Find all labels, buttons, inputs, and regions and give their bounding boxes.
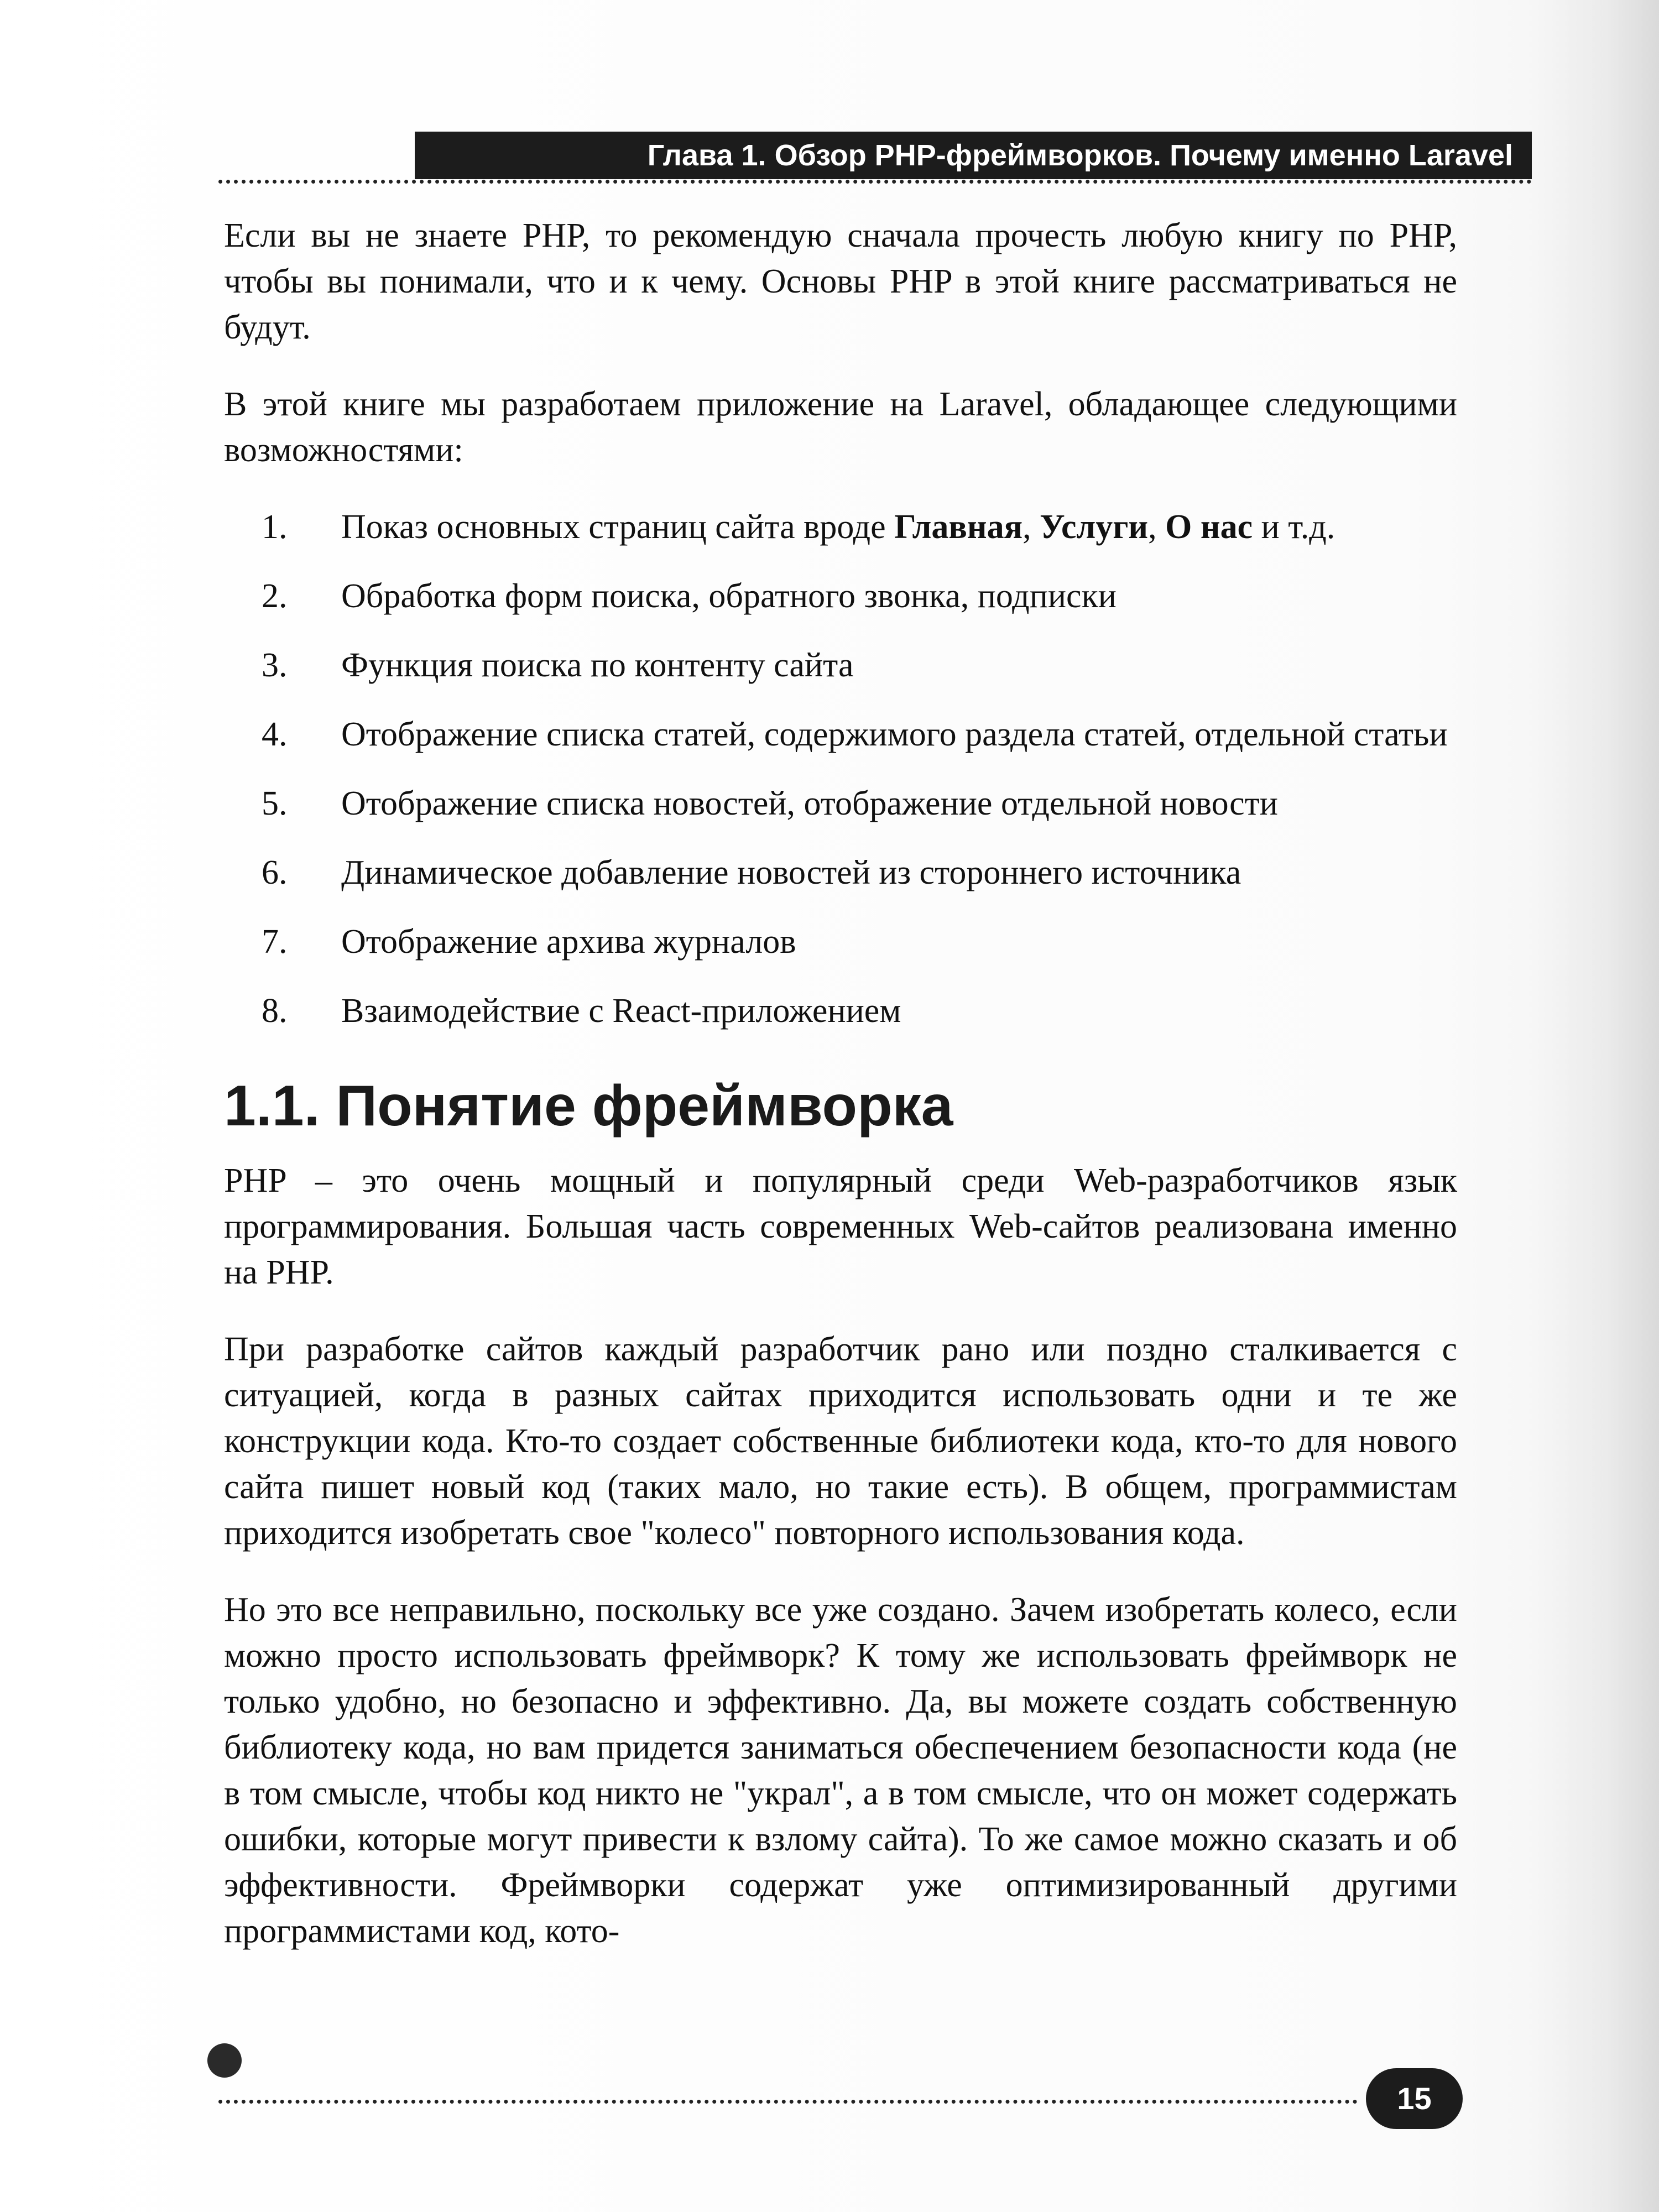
header-dotted-rule [218, 180, 1532, 184]
bold-text: О нас [1165, 508, 1253, 546]
list-item-text: Отображение списка статей, содержимого раздела статей, отдельной статьи [341, 716, 1448, 753]
list-item-number: 5. [262, 785, 288, 822]
footer-dotted-rule [218, 2100, 1358, 2104]
list-item-number: 7. [262, 923, 288, 961]
intro-paragraph-1: Если вы не знаете PHP, то рекомендую сначала прочесть любую книгу по PHP, чтобы вы понимали, что и к чему. Основы PHP в этой книге рассматриваться не будут. [224, 217, 1457, 346]
list-item-text: Отображение архива журналов [341, 923, 796, 961]
features-list [224, 504, 1457, 1034]
list-item [224, 850, 1457, 896]
list-item [224, 504, 1457, 550]
list-item [224, 643, 1457, 688]
page-edge-shadow [1532, 0, 1659, 2212]
list-item-number: 8. [262, 992, 288, 1030]
list-item-number: 4. [262, 716, 288, 753]
list-item-number: 6. [262, 854, 288, 891]
intro-paragraph-2: В этой книге мы разработаем приложение на Laravel, обладающее следующими возможностями: [224, 385, 1457, 469]
chapter-header: Глава 1. Обзор PHP-фреймворков. Почему именно Laravel [415, 132, 1532, 179]
list-item-number: 3. [262, 646, 288, 684]
section-paragraph-2: При разработке сайтов каждый разработчик рано или поздно сталкивается с ситуацией, когда в разных сайтах приходится использовать одни и те же конструкции кода. Кто-то создает собственные библиотеки кода, кто-то для нового сайта пишет новый код (таких мало, но такие есть). В общем, программистам приходится изобретать свое "колесо" повторного использования кода. [224, 1331, 1457, 1552]
list-item-number: 1. [262, 508, 288, 546]
separator-text: , [1148, 508, 1166, 546]
page-number-badge: 15 [1366, 2068, 1463, 2129]
list-item-text: Динамическое добавление новостей из стороннего источника [341, 854, 1241, 891]
list-item [224, 781, 1457, 827]
list-item [224, 988, 1457, 1034]
list-item [224, 712, 1457, 758]
separator-text: , [1022, 508, 1040, 546]
section-paragraph-1: PHP – это очень мощный и популярный среди Web-разработчиков язык программирования. Большая часть современных Web-сайтов реализована именно на PHP. [224, 1162, 1457, 1291]
page-content [224, 213, 1457, 1985]
list-item-text: Отображение списка новостей, отображение отдельной новости [341, 785, 1278, 822]
section-paragraph-3: Но это все неправильно, поскольку все уже создано. Зачем изобретать колесо, если можно просто использовать фреймворк? К тому же использовать фреймворк не только удобно, но безопасно и эффективно. Да, вы можете создать собственную библиотеку кода, но вам придется заниматься обеспечением безопасности кода (не в том смысле, чтобы код никто не "украл", а в том смысле, что он может содержать ошибки, которые могут привести к взлому сайта). То же самое можно сказать и об эффективности. Фреймворки содержат уже оптимизированный другими программистами код, кото- [224, 1591, 1457, 1950]
list-item-text: Взаимодействие с React-приложением [341, 992, 901, 1030]
list-item-text: Показ основных страниц сайта вроде [341, 508, 895, 546]
section-heading: 1.1. Понятие фреймворка [224, 1074, 953, 1138]
bold-text: Услуги [1040, 508, 1149, 546]
list-item [224, 573, 1457, 619]
list-item-number: 2. [262, 577, 288, 615]
list-item-text: Функция поиска по контенту сайта [341, 646, 854, 684]
list-item-suffix: и т.д. [1253, 508, 1335, 546]
bold-text: Главная [894, 508, 1023, 546]
page-corner-dot [207, 2043, 242, 2078]
list-item [224, 919, 1457, 965]
list-item-text: Обработка форм поиска, обратного звонка, подписки [341, 577, 1117, 615]
